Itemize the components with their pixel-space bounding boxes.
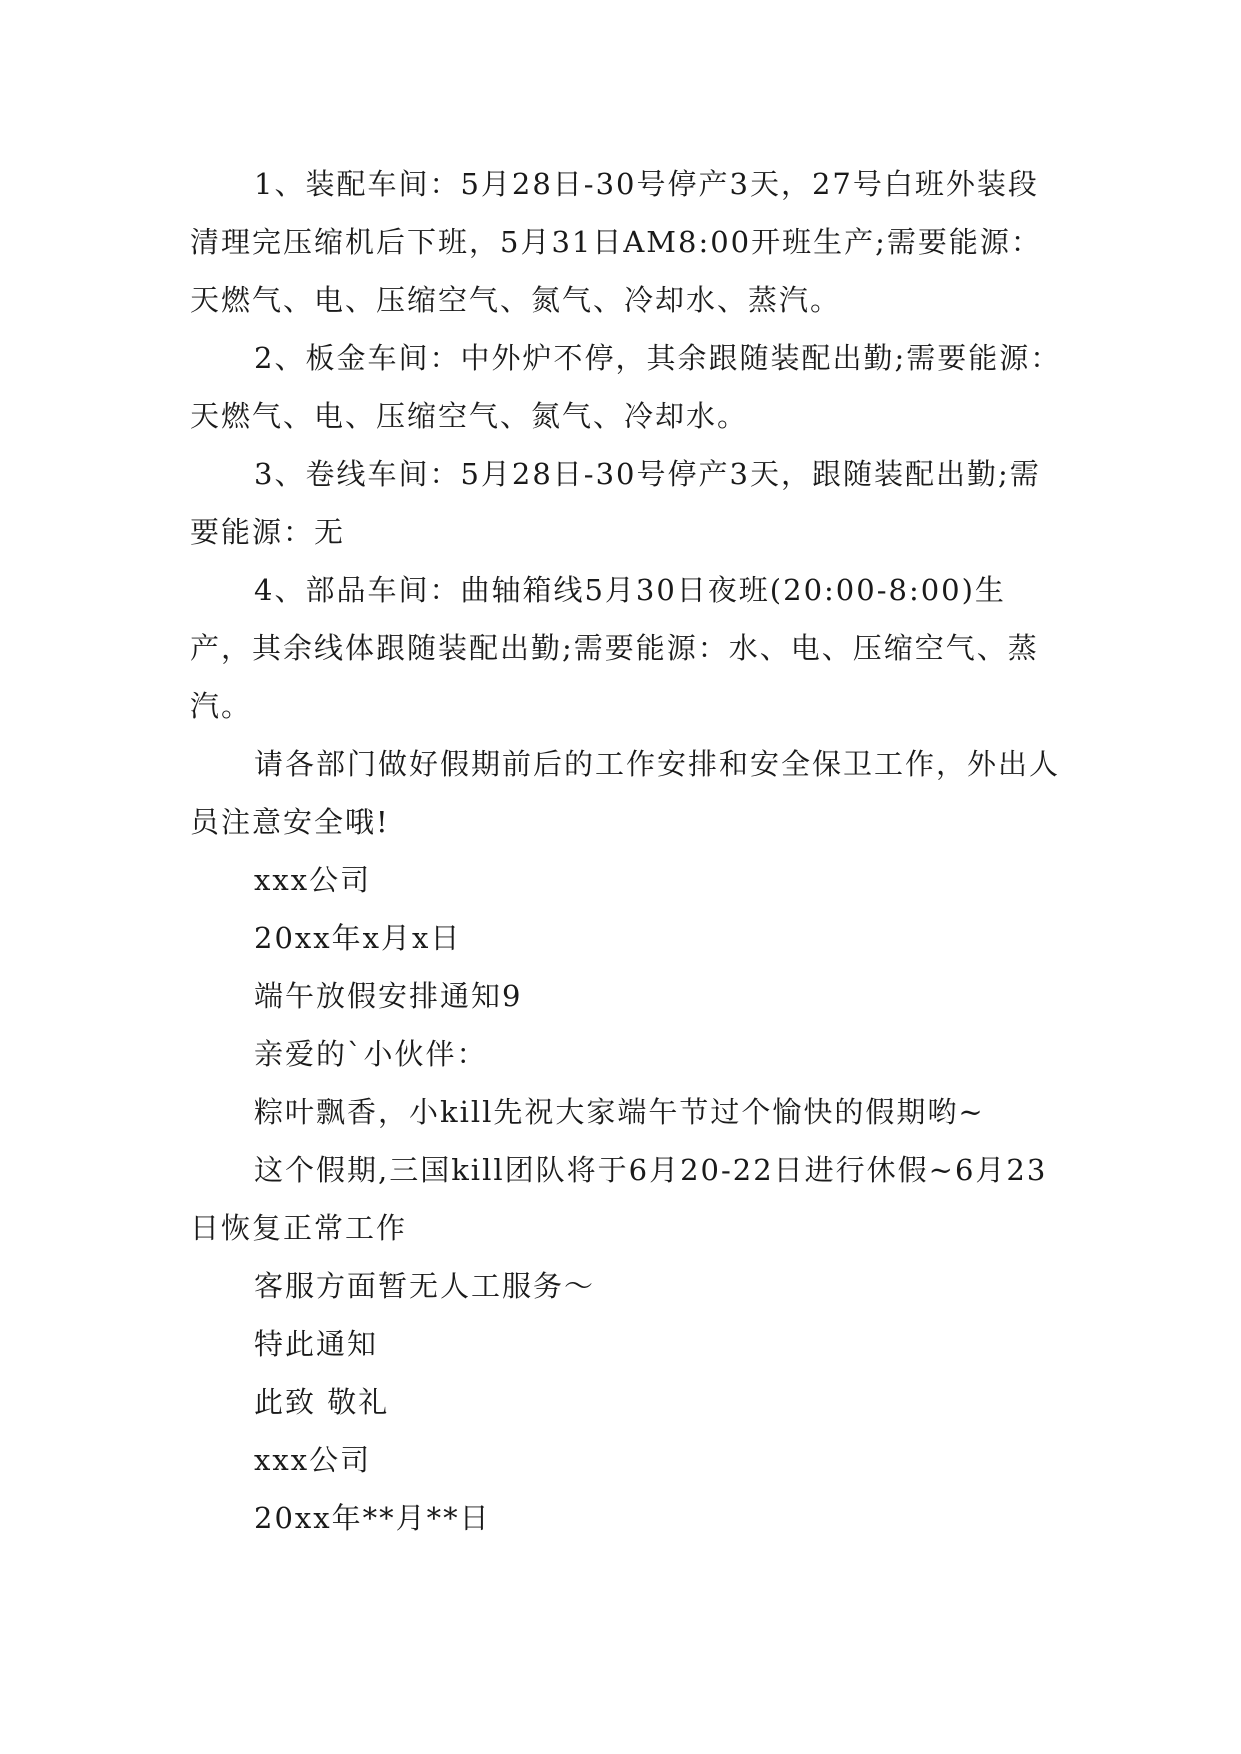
notice-line-holiday-dates: 这个假期,三国kill团队将于6月20-22日进行休假~6月23日恢复正常工作 bbox=[190, 1153, 1048, 1245]
item-assembly-workshop: 1、装配车间：5月28日-30号停产3天，27号白班外装段清理完压缩机后下班，5月31日AM8:00开班生产;需要能源：天燃气、电、压缩空气、氮气、冷却水、蒸汽。 bbox=[190, 167, 1042, 317]
notice-date: 20xx年**月**日 bbox=[254, 1501, 491, 1535]
item-coil-workshop: 3、卷线车间：5月28日-30号停产3天，跟随装配出勤;需要能源：无 bbox=[190, 457, 1041, 549]
safety-reminder: 请各部门做好假期前后的工作安排和安全保卫工作，外出人员注意安全哦! bbox=[190, 747, 1061, 839]
notice-closing-regards: 此致 敬礼 bbox=[254, 1385, 390, 1419]
notice-line-customer-service: 客服方面暂无人工服务～ bbox=[254, 1269, 596, 1303]
notice-title: 端午放假安排通知9 bbox=[254, 979, 523, 1013]
notice-company: xxx公司 bbox=[254, 1443, 372, 1477]
signature-date: 20xx年x月x日 bbox=[254, 921, 462, 955]
item-sheet-metal-workshop: 2、板金车间：中外炉不停，其余跟随装配出勤;需要能源：天燃气、电、压缩空气、氮气、冷却水。 bbox=[190, 341, 1062, 433]
document-body bbox=[190, 155, 1065, 1547]
notice-line-wishes: 粽叶飘香，小kill先祝大家端午节过个愉快的假期哟~ bbox=[254, 1095, 985, 1129]
item-parts-workshop: 4、部品车间：曲轴箱线5月30日夜班(20:00-8:00)生产，其余线体跟随装配出勤;需要能源：水、电、压缩空气、蒸汽。 bbox=[190, 573, 1039, 723]
signature-company: xxx公司 bbox=[254, 863, 372, 897]
notice-closing-notice: 特此通知 bbox=[254, 1327, 379, 1361]
notice-greeting: 亲爱的`小伙伴： bbox=[254, 1037, 488, 1071]
